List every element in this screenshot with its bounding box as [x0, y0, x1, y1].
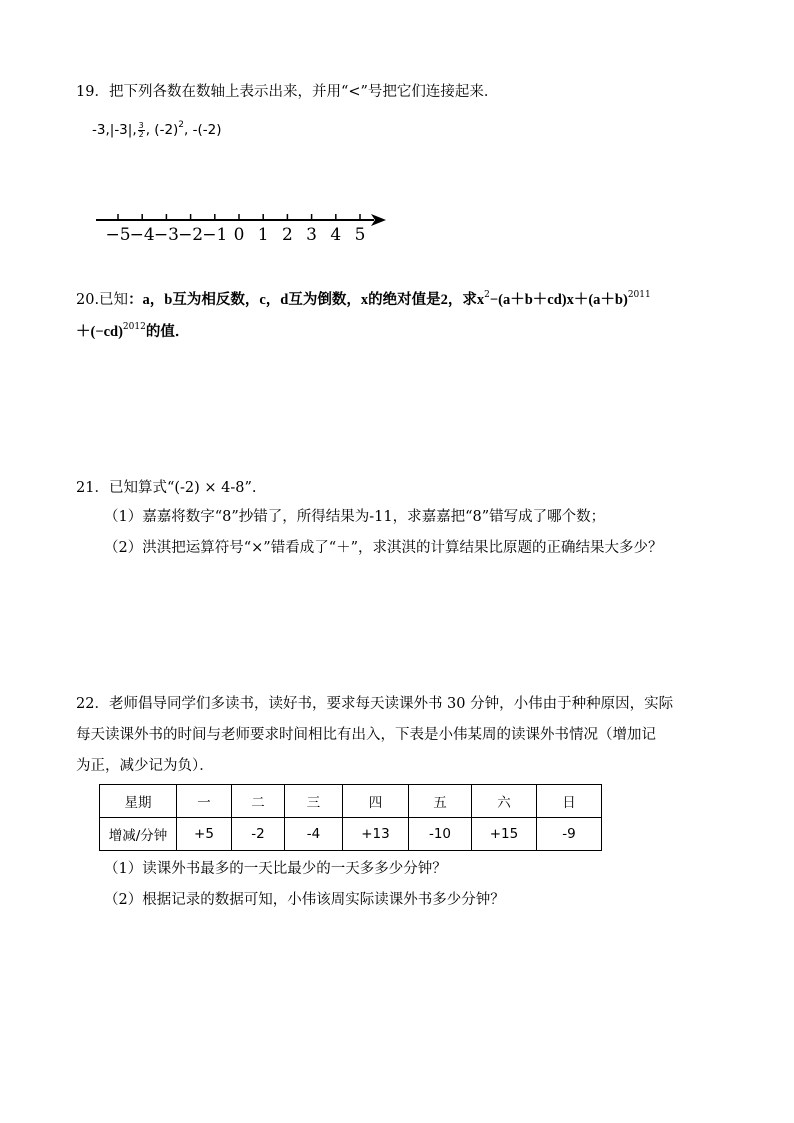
table-cell: -10 [409, 818, 472, 851]
table-cell: 一 [177, 785, 232, 818]
q21-part1: （1）嘉嘉将数字“8”抄错了，所得结果为-11，求嘉嘉把“8”错写成了哪个数； [104, 509, 606, 525]
q22-part1: （1）读课外书最多的一天比最少的一天多多少分钟？ [104, 861, 447, 877]
q20-exp-2011: 2011 [627, 290, 651, 300]
table-cell: 二 [232, 785, 285, 818]
q22-line1: 22．老师倡导同学们多读书，读好书，要求每天读课外书 30 分钟，小伟由于种种原因，实际 [76, 696, 674, 712]
table-cell: 四 [343, 785, 409, 818]
number-line [92, 208, 402, 248]
q19-exponent: 2 [178, 120, 185, 130]
q21-part2: （2）洪淇把运算符号“×”错看成了“＋”，求淇淇的计算结果比原题的正确结果大多少？ [104, 540, 663, 556]
table-cell: +13 [343, 818, 409, 851]
q21-text: 21．已知算式“(-2) × 4-8”. [76, 480, 257, 496]
table-cell: 增减/分钟 [100, 818, 177, 851]
table-header-row [100, 785, 602, 818]
table-cell: +15 [472, 818, 537, 851]
table-cell: 六 [472, 785, 537, 818]
q20-prefix: 20.已知 [76, 292, 129, 308]
number-line-label: −2 [178, 225, 204, 245]
table-row [100, 818, 602, 851]
number-line-label: 1 [257, 225, 269, 245]
q20-exp-2012: 2012 [122, 322, 146, 332]
q22-line2: 每天读课外书的时间与老师要求时间相比有出入，下表是小伟某周的读课外书情况（增加记 [76, 727, 656, 743]
number-line-label: 4 [330, 225, 342, 245]
table-cell: 五 [409, 785, 472, 818]
table-cell: 三 [285, 785, 343, 818]
number-line-label: 3 [306, 225, 318, 245]
q19-num-4: , -(-2) [184, 122, 222, 138]
table-cell: 日 [537, 785, 602, 818]
table-cell: -9 [537, 818, 602, 851]
q22-part2: （2）根据记录的数据可知，小伟该周实际读课外书多少分钟？ [104, 892, 505, 908]
fraction-numerator: 3 [138, 120, 144, 130]
q19-fraction [138, 122, 145, 139]
number-line-label: 2 [281, 225, 293, 245]
number-line-label: −5 [105, 225, 131, 245]
q20-expr-x: x [476, 292, 485, 308]
table-cell: 星期 [100, 785, 177, 818]
q20-exp-2: 2 [484, 290, 490, 300]
q20-tail: 的值． [145, 324, 190, 340]
number-line-label: −3 [153, 225, 179, 245]
table-cell: +5 [177, 818, 232, 851]
number-line-label: 5 [354, 225, 366, 245]
q19-num-2: |-3|, [109, 122, 137, 138]
number-line-label: −4 [129, 225, 155, 245]
q22-line3: 为正，减少记为负）． [76, 758, 214, 774]
fraction-denominator: 2 [138, 129, 144, 139]
q19-text: 19．把下列各数在数轴上表示出来，并用“<”号把它们连接起来． [76, 84, 499, 100]
q19-num-3: , (-2) [145, 122, 179, 138]
number-line-label: 0 [233, 225, 245, 245]
table-cell: -4 [285, 818, 343, 851]
number-line-label: −1 [202, 225, 228, 245]
q20-expr-cd: ＋(−cd) [76, 324, 123, 340]
q20-expr-main: −(a＋b＋cd)x＋(a＋b) [489, 292, 628, 308]
q19-num-1: -3, [92, 122, 110, 138]
q20-line1 [76, 290, 651, 310]
table-cell: -2 [232, 818, 285, 851]
q20-condition: ：a，b互为相反数，c，d互为倒数，x的绝对值是2，求 [128, 292, 477, 308]
reading-table [99, 784, 602, 851]
q19-numbers [92, 120, 221, 140]
q20-line2 [76, 322, 189, 342]
